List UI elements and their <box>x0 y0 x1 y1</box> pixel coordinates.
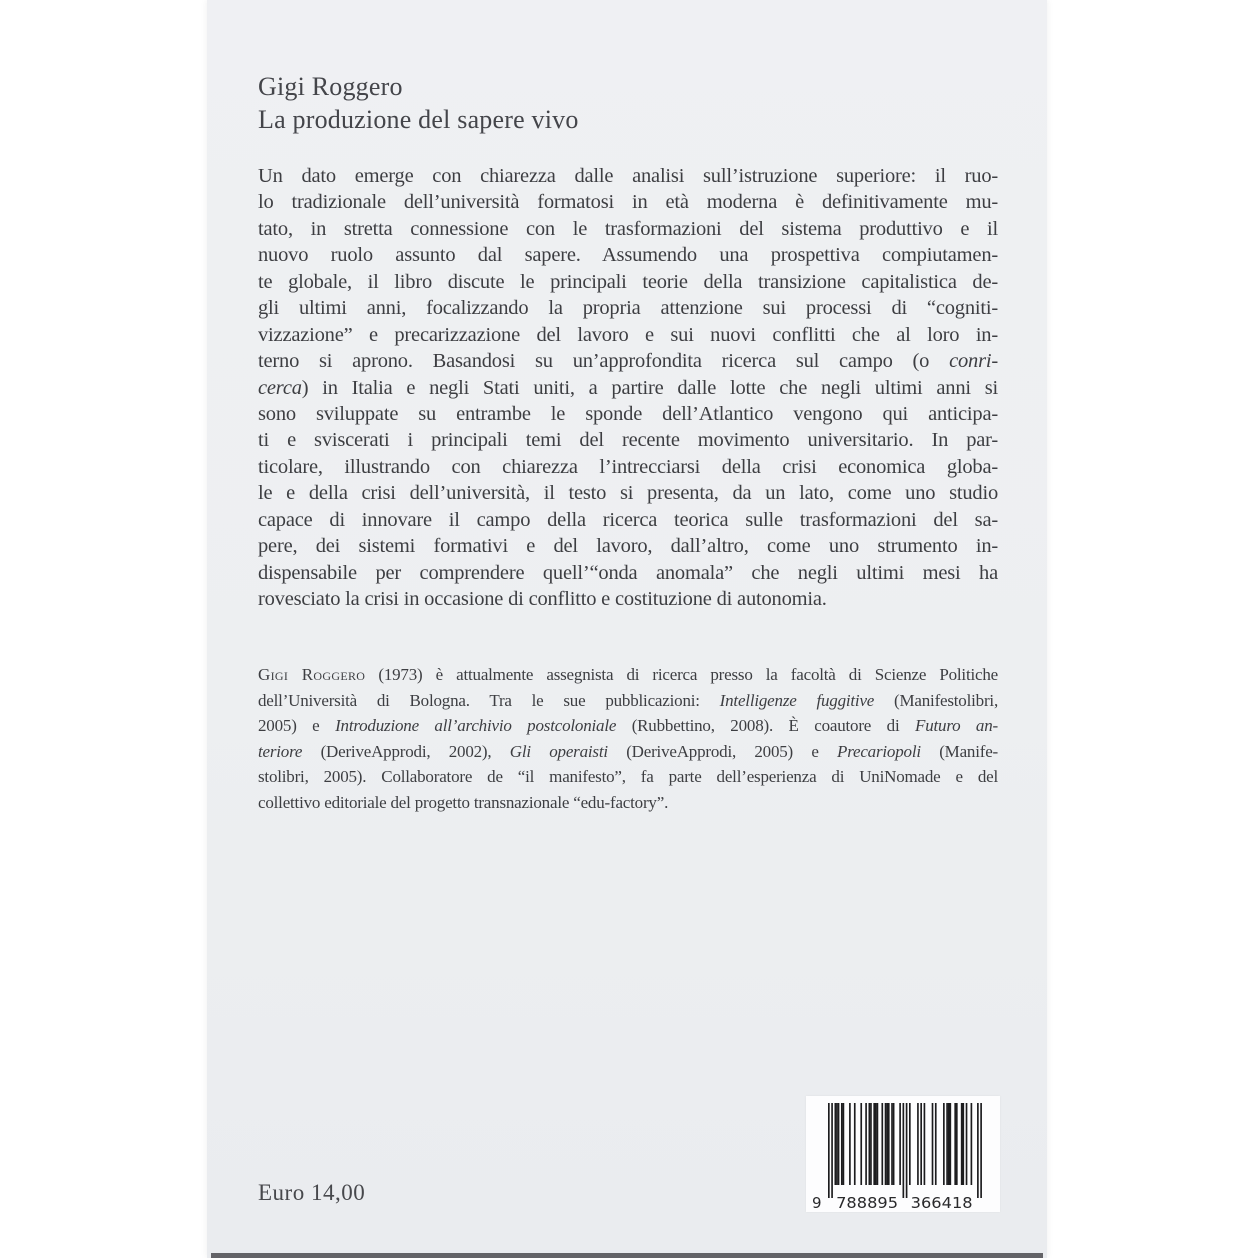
book-title: La produzione del sapere vivo <box>258 105 579 134</box>
author-bio-text <box>258 662 998 816</box>
text-line: ticolare, illustrando con chiarezza l’intrecciarsi della crisi economica globa- <box>258 455 998 478</box>
text-line: dell’Università di Bologna. Tra le sue pubblicazioni: Intelligenze fuggitive (Manifestolibri, <box>258 690 998 710</box>
barcode-bars-and-isbn <box>806 1096 1000 1212</box>
text-line: Gigi Roggero (1973) è attualmente assegnista di ricerca presso la facoltà di Scienze Politiche <box>258 665 998 684</box>
author-name: Gigi Roggero <box>258 72 403 101</box>
svg-text:9: 9 <box>812 1194 822 1212</box>
text-line: nuovo ruolo assunto dal sapere. Assumendo una prospettiva compiutamen- <box>258 244 998 267</box>
text-line: stolibri, 2005). Collaboratore de “il manifesto”, fa parte dell’esperienza di UniNomade e del <box>258 767 998 787</box>
text-line: sono sviluppate su entrambe le sponde dell’Atlantico vengono qui anticipa- <box>258 402 998 425</box>
book-back-cover <box>207 0 1047 1258</box>
text-line: ti e sviscerati i principali temi del recente movimento universitario. In par- <box>258 429 998 452</box>
text-line: lo tradizionale dell’università formatosi in età moderna è definitivamente mu- <box>258 191 998 214</box>
text-line: rovesciato la crisi in occasione di conflitto e costituzione di autonomia. <box>258 588 827 610</box>
header-block <box>258 70 579 136</box>
svg-text:366418: 366418 <box>910 1194 973 1212</box>
text-line: pere, dei sistemi formativi e del lavoro, dall’altro, come uno strumento in- <box>258 535 998 558</box>
text-line: teriore (DeriveApprodi, 2002), Gli operaisti (DeriveApprodi, 2005) e Precariopoli (Manife- <box>258 741 998 761</box>
text-line: te globale, il libro discute le principali teorie della transizione capitalistica de- <box>258 270 998 293</box>
text-line: capace di innovare il campo della ricerca teorica sulle trasformazioni del sa- <box>258 508 998 531</box>
text-line: Un dato emerge con chiarezza dalle analisi sull’istruzione superiore: il ruo- <box>258 165 998 187</box>
svg-text:788895: 788895 <box>836 1194 899 1212</box>
text-line: cerca) in Italia e negli Stati uniti, a partire dalle lotte che negli ultimi anni si <box>258 376 998 399</box>
text-line: tato, in stretta connessione con le trasformazioni del sistema produttivo e il <box>258 217 998 240</box>
text-line: 2005) e Introduzione all’archivio postcoloniale (Rubbettino, 2008). È coautore di Futuro an- <box>258 716 998 736</box>
synopsis-text <box>258 163 998 612</box>
price-label: Euro 14,00 <box>258 1180 366 1205</box>
text-line: vizzazione” e precarizzazione del lavoro e sui nuovi conflitti che al loro in- <box>258 323 998 346</box>
text-line: collettivo editoriale del progetto transnazionale “edu-factory”. <box>258 792 669 812</box>
text-line: dispensabile per comprendere quell’“onda anomala” che negli ultimi mesi ha <box>258 561 998 584</box>
text-line: terno si aprono. Basandosi su un’approfondita ricerca sul campo (o conri- <box>258 350 998 373</box>
text-line: gli ultimi anni, focalizzando la propria attenzione sui processi di “cogniti- <box>258 297 998 320</box>
text-line: le e della crisi dell’università, il testo si presenta, da un lato, come uno studio <box>258 482 998 505</box>
barcode <box>806 1096 1000 1212</box>
book-bottom-edge <box>211 1253 1043 1258</box>
